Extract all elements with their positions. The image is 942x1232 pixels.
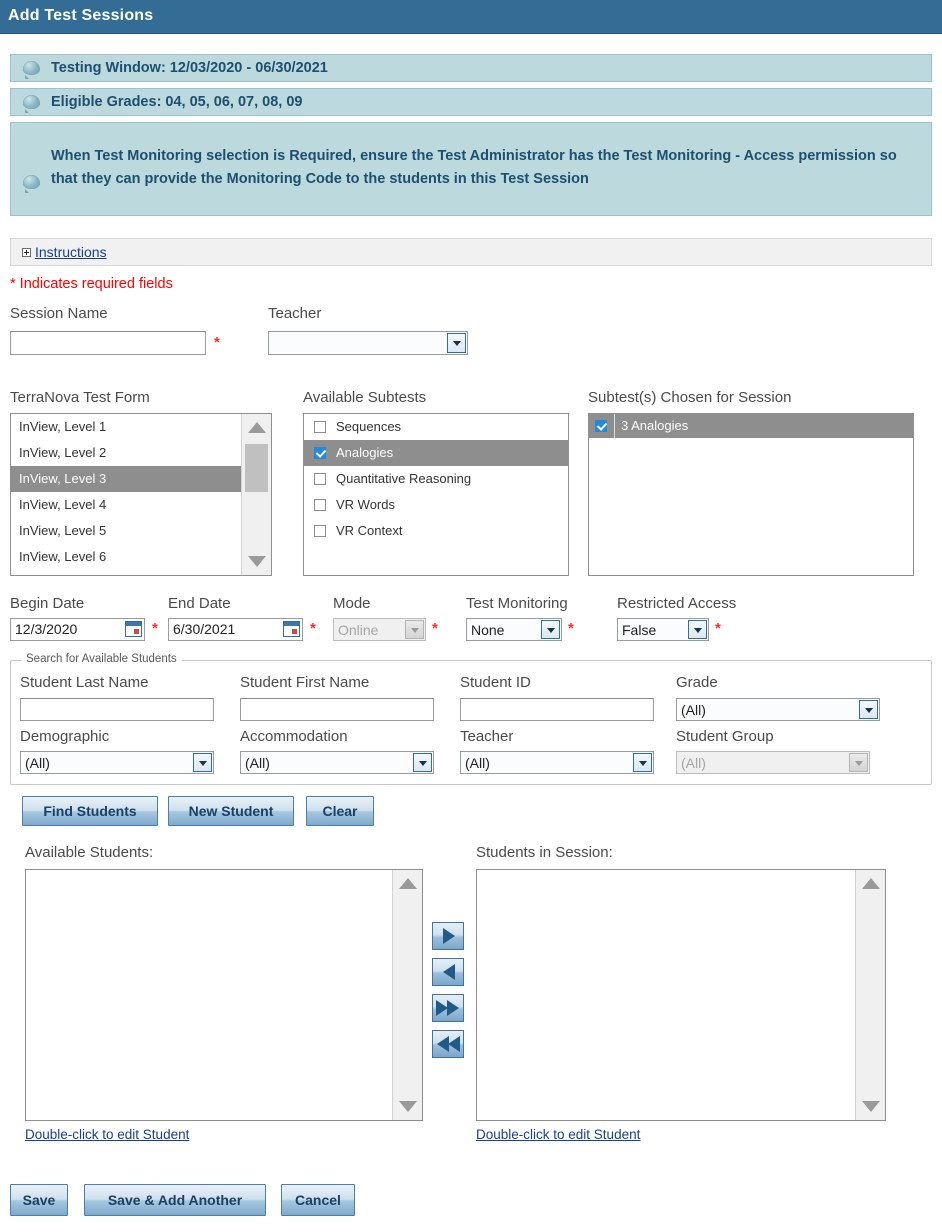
list-item-label: Quantitative Reasoning bbox=[336, 471, 472, 486]
grade-select[interactable] bbox=[676, 698, 880, 721]
banner-testing-window bbox=[10, 54, 932, 82]
find-students-button[interactable]: Find Students bbox=[22, 796, 158, 826]
search-teacher-select-value: (All) bbox=[465, 754, 490, 771]
restricted-access-label: Restricted Access bbox=[617, 595, 737, 612]
list-item-label: VR Context bbox=[336, 523, 403, 538]
scroll-up-icon[interactable] bbox=[862, 878, 880, 889]
list-item[interactable] bbox=[304, 414, 568, 440]
scroll-down-icon[interactable] bbox=[248, 556, 266, 567]
available-subtests-label: Available Subtests bbox=[303, 389, 427, 406]
list-item-label: VR Words bbox=[336, 497, 395, 512]
move-all-right-icon[interactable] bbox=[432, 994, 464, 1022]
list-item[interactable] bbox=[304, 440, 568, 466]
available-subtests-listbox[interactable] bbox=[303, 413, 569, 576]
checkbox[interactable] bbox=[314, 447, 326, 459]
checkbox[interactable] bbox=[314, 473, 326, 485]
scroll-up-icon[interactable] bbox=[248, 422, 266, 433]
window-title-bar bbox=[0, 0, 942, 34]
begin-date-required-marker: * bbox=[152, 620, 158, 637]
teacher-select[interactable] bbox=[268, 331, 468, 355]
scroll-down-icon[interactable] bbox=[862, 1101, 880, 1112]
student-group-select-value: (All) bbox=[681, 754, 706, 771]
chevron-down-icon[interactable] bbox=[633, 753, 652, 772]
restricted-access-select[interactable] bbox=[617, 618, 709, 641]
table-row[interactable] bbox=[589, 414, 913, 438]
accommodation-label: Accommodation bbox=[240, 728, 348, 745]
end-date-label: End Date bbox=[168, 595, 231, 612]
test-monitoring-required-marker: * bbox=[568, 620, 574, 637]
begin-date-field[interactable] bbox=[10, 618, 145, 641]
session-name-label: Session Name bbox=[10, 305, 108, 322]
banner-text: Testing Window: 12/03/2020 - 06/30/2021 bbox=[51, 60, 328, 76]
calendar-icon[interactable] bbox=[125, 621, 142, 637]
checkbox-cell[interactable] bbox=[589, 414, 615, 438]
plus-expander-icon[interactable] bbox=[22, 248, 31, 257]
chevron-down-icon bbox=[849, 753, 868, 772]
students-in-session-edit-hint[interactable]: Double-click to edit Student bbox=[476, 1127, 641, 1142]
move-right-icon[interactable] bbox=[432, 922, 464, 950]
available-students-edit-hint[interactable]: Double-click to edit Student bbox=[25, 1127, 190, 1142]
listbox-scrollbar[interactable] bbox=[855, 870, 885, 1120]
begin-date-value: 12/3/2020 bbox=[15, 621, 78, 637]
demographic-label: Demographic bbox=[20, 728, 110, 745]
grade-select-value: (All) bbox=[681, 701, 706, 718]
save-button[interactable]: Save bbox=[10, 1184, 68, 1216]
student-first-name-label: Student First Name bbox=[240, 674, 370, 691]
students-in-session-label: Students in Session: bbox=[476, 844, 613, 861]
chevron-down-icon[interactable] bbox=[193, 753, 212, 772]
clear-button[interactable]: Clear bbox=[306, 796, 374, 826]
end-date-required-marker: * bbox=[310, 620, 316, 637]
student-last-name-label: Student Last Name bbox=[20, 674, 149, 691]
banner-text: Eligible Grades: 04, 05, 06, 07, 08, 09 bbox=[51, 94, 303, 110]
banner-eligible-grades bbox=[10, 88, 932, 116]
listbox-scrollbar[interactable] bbox=[392, 870, 422, 1120]
accommodation-select-value: (All) bbox=[245, 754, 270, 771]
students-in-session-listbox[interactable] bbox=[476, 869, 886, 1121]
info-bubble-icon bbox=[23, 61, 40, 75]
list-item[interactable] bbox=[304, 518, 568, 544]
required-fields-note: * Indicates required fields bbox=[10, 276, 173, 292]
demographic-select[interactable] bbox=[20, 751, 214, 774]
test-monitoring-label: Test Monitoring bbox=[466, 595, 568, 612]
end-date-field[interactable] bbox=[168, 618, 303, 641]
student-group-select bbox=[676, 751, 870, 774]
test-monitoring-select-value: None bbox=[471, 621, 505, 638]
chosen-subtests-label: Subtest(s) Chosen for Session bbox=[588, 389, 792, 406]
restricted-access-required-marker: * bbox=[715, 620, 721, 637]
session-name-input[interactable] bbox=[10, 331, 206, 355]
teacher-label: Teacher bbox=[268, 305, 322, 322]
accommodation-select[interactable] bbox=[240, 751, 434, 774]
mode-required-marker: * bbox=[432, 620, 438, 637]
chevron-down-icon[interactable] bbox=[447, 333, 466, 353]
session-name-required-marker: * bbox=[214, 334, 220, 351]
banner-text: When Test Monitoring selection is Required, ensure the Test Administrator has the Test Monitoring - Access permission so that they can provide the Monitoring Code to the students in this Test Session bbox=[51, 148, 897, 187]
list-item[interactable]: InView, Level 5 bbox=[19, 523, 107, 538]
chevron-down-icon bbox=[405, 620, 424, 639]
info-bubble-icon bbox=[23, 95, 40, 109]
student-id-input[interactable] bbox=[460, 698, 654, 721]
search-fieldset-legend: Search for Available Students bbox=[21, 653, 182, 665]
end-date-value: 6/30/2021 bbox=[173, 621, 236, 637]
scroll-up-icon[interactable] bbox=[399, 878, 417, 889]
list-item[interactable]: InView, Level 4 bbox=[19, 497, 107, 512]
listbox-scrollbar[interactable] bbox=[241, 414, 271, 575]
checkbox[interactable] bbox=[314, 421, 326, 433]
chevron-down-icon[interactable] bbox=[413, 753, 432, 772]
list-item-label: Sequences bbox=[336, 419, 402, 434]
list-item-label: Analogies bbox=[336, 445, 394, 460]
begin-date-label: Begin Date bbox=[10, 595, 85, 612]
page-title: Add Test Sessions bbox=[8, 7, 154, 24]
scroll-down-icon[interactable] bbox=[399, 1101, 417, 1112]
test-monitoring-select[interactable] bbox=[466, 618, 562, 641]
new-student-button[interactable]: New Student bbox=[168, 796, 294, 826]
terranova-test-form-label: TerraNova Test Form bbox=[10, 389, 150, 406]
checkbox[interactable] bbox=[314, 499, 326, 511]
mode-label: Mode bbox=[333, 595, 371, 612]
chevron-down-icon[interactable] bbox=[688, 620, 707, 639]
calendar-icon[interactable] bbox=[283, 621, 300, 637]
scrollbar-thumb[interactable] bbox=[245, 444, 268, 492]
chevron-down-icon[interactable] bbox=[859, 700, 878, 719]
move-all-left-icon[interactable] bbox=[432, 1030, 464, 1058]
student-id-label: Student ID bbox=[460, 674, 531, 691]
list-item[interactable]: InView, Level 6 bbox=[19, 549, 107, 564]
info-bubble-icon bbox=[23, 175, 40, 189]
student-last-name-input[interactable] bbox=[20, 698, 214, 721]
chosen-subtests-listbox[interactable] bbox=[588, 413, 914, 576]
terranova-test-form-listbox[interactable] bbox=[10, 413, 272, 576]
instructions-link[interactable]: Instructions bbox=[35, 244, 107, 260]
save-and-add-another-button[interactable]: Save & Add Another bbox=[84, 1184, 266, 1216]
demographic-select-value: (All) bbox=[25, 754, 50, 771]
instructions-bar bbox=[10, 238, 932, 266]
table-cell: 3 Analogies bbox=[621, 418, 689, 433]
mode-select-value: Online bbox=[338, 621, 379, 638]
checkbox[interactable] bbox=[314, 525, 326, 537]
cancel-button[interactable]: Cancel bbox=[281, 1184, 355, 1216]
student-group-label: Student Group bbox=[676, 728, 774, 745]
search-teacher-label: Teacher bbox=[460, 728, 514, 745]
available-students-listbox[interactable] bbox=[25, 869, 423, 1121]
list-item[interactable] bbox=[304, 492, 568, 518]
student-first-name-input[interactable] bbox=[240, 698, 434, 721]
chevron-down-icon[interactable] bbox=[541, 620, 560, 639]
grade-label: Grade bbox=[676, 674, 718, 691]
list-item[interactable]: InView, Level 3 bbox=[11, 466, 243, 492]
available-students-label: Available Students: bbox=[25, 844, 154, 861]
list-item[interactable] bbox=[304, 466, 568, 492]
list-item[interactable]: InView, Level 1 bbox=[19, 419, 107, 434]
restricted-access-select-value: False bbox=[622, 621, 657, 638]
search-teacher-select[interactable] bbox=[460, 751, 654, 774]
mode-select bbox=[333, 618, 426, 641]
move-left-icon[interactable] bbox=[432, 958, 464, 986]
list-item[interactable]: InView, Level 2 bbox=[19, 445, 107, 460]
checkbox[interactable] bbox=[595, 420, 607, 432]
banner-test-monitoring-note bbox=[10, 122, 932, 216]
